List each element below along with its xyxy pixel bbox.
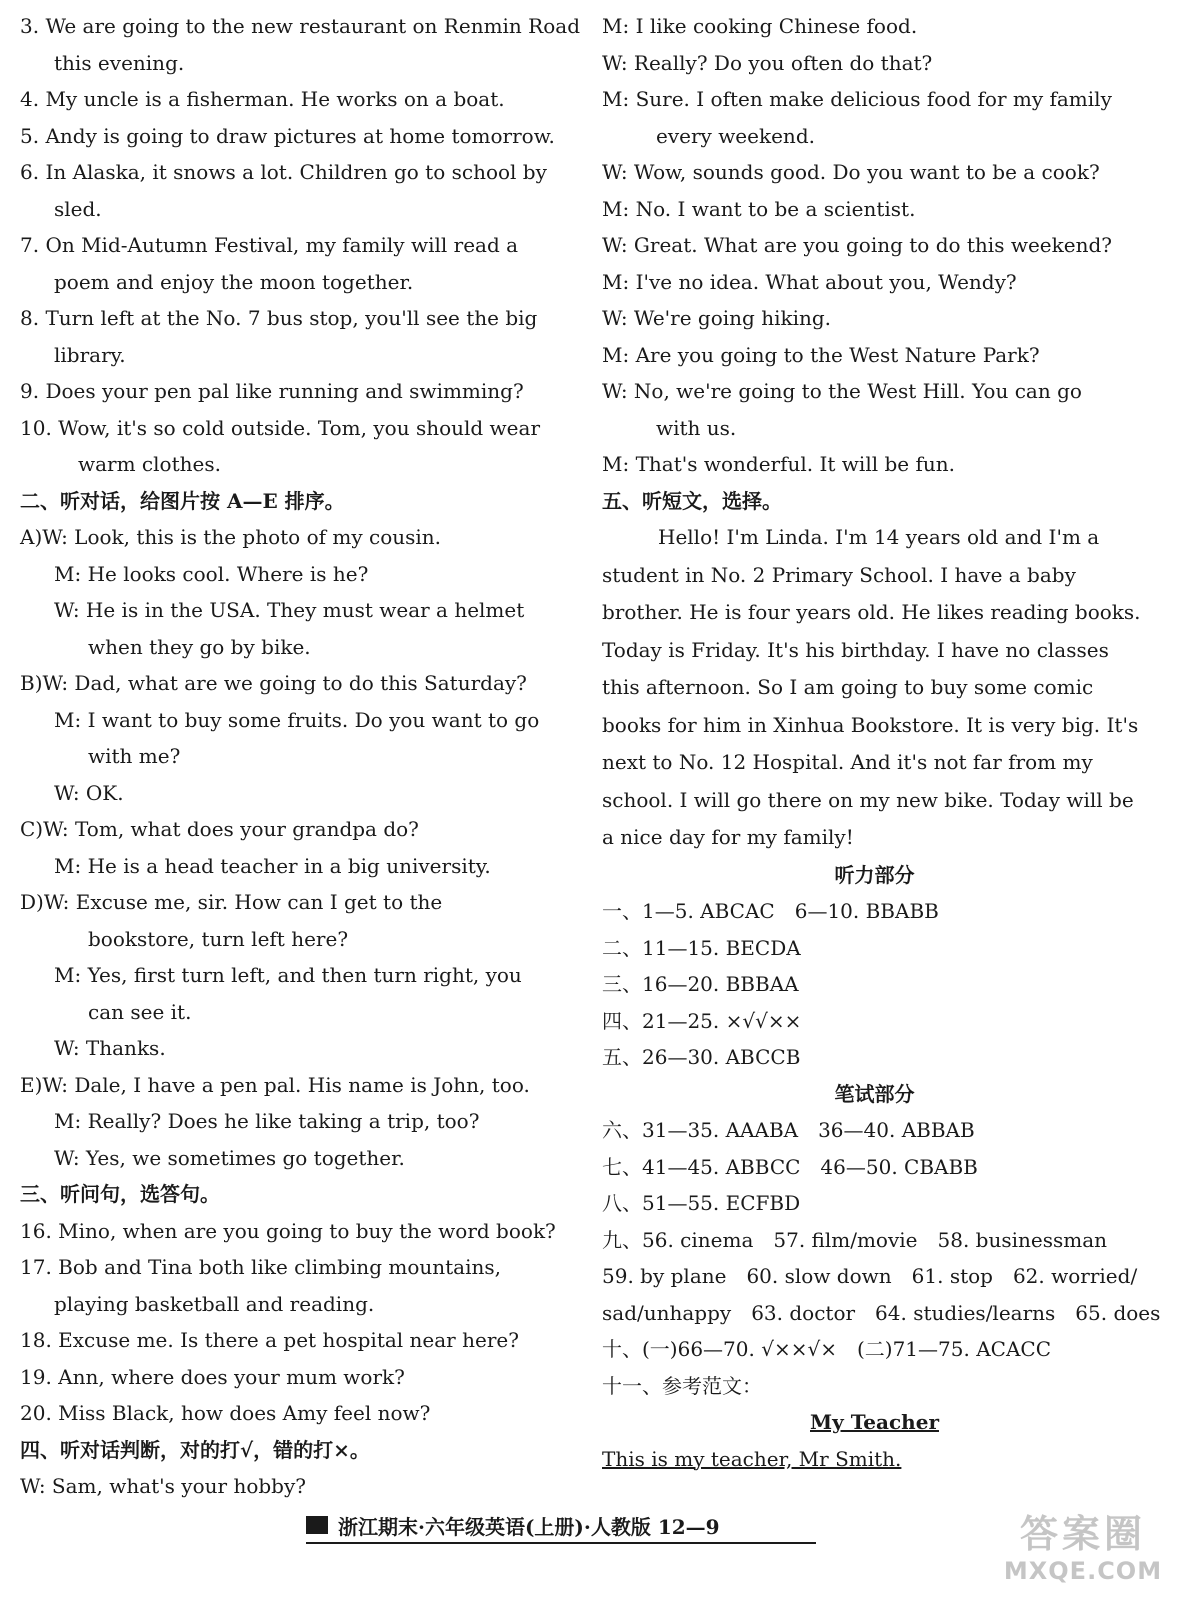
dialog-continued: [602, 8, 1147, 519]
left-text-line: playing basketball and reading.: [54, 1291, 375, 1316]
left-text-line: B)W: Dad, what are we going to do this Saturday?: [20, 671, 527, 695]
answer-text-line: 一、1—5. ABCAC 6—10. BBABB: [602, 899, 939, 923]
left-text-line: 9. Does your pen pal like running and swimming?: [20, 379, 524, 403]
dialog-text-line: 五、听短文，选择。: [602, 488, 782, 513]
dialog-text-line: W: Really? Do you often do that?: [602, 50, 933, 75]
left-text-line: 16. Mino, when are you going to buy the word book?: [20, 1218, 556, 1243]
left-text-line: poem and enjoy the moon together.: [54, 269, 414, 294]
dialog-text-line: M: Are you going to the West Nature Park?: [602, 342, 1040, 367]
left-text-line: when they go by bike.: [88, 634, 311, 659]
left-text-line: 4. My uncle is a fisherman. He works on a boat.: [20, 87, 505, 111]
dialog-text-line: with us.: [656, 415, 737, 440]
left-text-line: library.: [54, 342, 126, 367]
answer-text-line: 五、26—30. ABCCB: [602, 1045, 801, 1069]
left-text-line: W: He is in the USA. They must wear a helmet: [54, 598, 525, 622]
answer-key: [602, 857, 1161, 1405]
left-text-line: A)W: Look, this is the photo of my cousin.: [20, 525, 442, 549]
answer-text-line: 三、16—20. BBBAA: [602, 972, 799, 996]
answer-text-line: 十一、参考范文：: [602, 1373, 762, 1398]
watermark-en: MXQE.COM: [1003, 1557, 1163, 1585]
left-text-line: can see it.: [88, 999, 192, 1024]
answer-text-line: 八、51—55. ECFBD: [602, 1191, 801, 1215]
left-text-line: 二、听对话，给图片按 A—E 排序。: [20, 488, 345, 513]
left-text-line: M: He looks cool. Where is he?: [54, 561, 369, 586]
dialog-text-line: W: Great. What are you going to do this weekend?: [602, 233, 1112, 257]
left-text-line: 10. Wow, it's so cold outside. Tom, you should wear: [20, 415, 540, 440]
answer-text-line: 听力部分: [834, 862, 915, 887]
dialog-text-line: M: That's wonderful. It will be fun.: [602, 452, 955, 476]
left-text-line: 6. In Alaska, it snows a lot. Children go to school by: [20, 160, 547, 184]
right-column: [602, 8, 1161, 1477]
footer-text: 浙江期末·六年级英语(上册)·人教版 12—9: [338, 1514, 720, 1539]
left-text-line: W: OK.: [54, 780, 124, 805]
left-text-line: C)W: Tom, what does your grandpa do?: [20, 817, 419, 841]
left-text-line: 18. Excuse me. Is there a pet hospital near here?: [20, 1328, 519, 1352]
left-text-line: 7. On Mid-Autumn Festival, my family will read a: [20, 233, 519, 257]
passage-text: Hello! I'm Linda. I'm 14 years old and I'm a student in No. 2 Primary School. I have a baby brother. He is four years old. He likes reading books. Today is Friday. It's his birthday. I have no classes this afternoon. So I am going to buy some comic books for him in Xinhua Bookstore. It is very big. It's next to No. 12 Hospital. And it's not far from my school. I will go there on my new bike. Today will be a nice day for my family!: [602, 525, 1141, 849]
answer-text-line: 十、(一)66—70. √××√× (二)71—75. ACACC: [602, 1337, 1051, 1361]
left-text-line: bookstore, turn left here?: [88, 926, 349, 951]
left-text-line: 四、听对话判断，对的打√，错的打×。: [20, 1437, 370, 1462]
left-text-line: 17. Bob and Tina both like climbing mountains,: [20, 1255, 501, 1279]
dialog-text-line: W: We're going hiking.: [602, 306, 832, 330]
left-text-line: 19. Ann, where does your mum work?: [20, 1364, 405, 1389]
essay-first-line: [602, 1441, 1147, 1478]
answer-text-line: 笔试部分: [834, 1081, 915, 1106]
dialog-text-line: M: I've no idea. What about you, Wendy?: [602, 269, 1017, 294]
left-text-line: W: Thanks.: [54, 1036, 166, 1060]
page-footer: [306, 1508, 816, 1544]
left-text-line: M: I want to buy some fruits. Do you want to go: [54, 707, 540, 732]
answer-text-line: 四、21—25. ×√√××: [602, 1008, 802, 1033]
left-text-line: M: Really? Does he like taking a trip, too?: [54, 1109, 480, 1133]
left-text-line: 5. Andy is going to draw pictures at home tomorrow.: [20, 123, 555, 148]
answer-text-line: 九、56. cinema 57. film/movie 58. businessman: [602, 1227, 1108, 1252]
dialog-text-line: W: Wow, sounds good. Do you want to be a cook?: [602, 160, 1100, 184]
left-text-line: 20. Miss Black, how does Amy feel now?: [20, 1401, 431, 1425]
answer-text-line: 59. by plane 60. slow down 61. stop 62. worried/: [602, 1264, 1138, 1288]
essay-title: My Teacher: [810, 1410, 939, 1434]
answer-text-line: sad/unhappy 63. doctor 64. studies/learns 65. does: [602, 1300, 1161, 1325]
answer-text-line: 六、31—35. AAABA 36—40. ABBAB: [602, 1118, 975, 1142]
left-text-line: W: Sam, what's your hobby?: [20, 1474, 306, 1498]
left-column: [20, 8, 580, 1505]
left-text-line: 三、听问句，选答句。: [20, 1182, 220, 1206]
essay-first-line-text: This is my teacher, Mr Smith.: [602, 1446, 902, 1471]
dialog-text-line: M: No. I want to be a scientist.: [602, 196, 916, 221]
dialog-text-line: W: No, we're going to the West Hill. You can go: [602, 379, 1082, 403]
watermark-cn: 答案圈: [1019, 1512, 1146, 1556]
left-text-line: D)W: Excuse me, sir. How can I get to the: [20, 890, 443, 914]
dialog-text-line: M: Sure. I often make delicious food for my family: [602, 87, 1112, 111]
answer-text-line: 二、11—15. BECDA: [602, 935, 801, 960]
book-icon: [306, 1516, 328, 1534]
left-text-line: 3. We are going to the new restaurant on Renmin Road: [20, 14, 580, 38]
left-text-line: sled.: [54, 196, 102, 221]
left-text-line: 8. Turn left at the No. 7 bus stop, you'll see the big: [20, 306, 538, 330]
left-text-line: E)W: Dale, I have a pen pal. His name is John, too.: [20, 1072, 530, 1097]
watermark-logo: [993, 1512, 1173, 1592]
left-text-line: M: Yes, first turn left, and then turn right, you: [54, 963, 522, 987]
left-text-line: M: He is a head teacher in a big university.: [54, 853, 491, 878]
dialog-text-line: M: I like cooking Chinese food.: [602, 14, 918, 38]
left-text-line: warm clothes.: [78, 452, 221, 476]
left-text-line: with me?: [88, 744, 181, 768]
dialog-text-line: every weekend.: [656, 123, 815, 148]
left-text-line: this evening.: [54, 50, 185, 75]
answer-text-line: 七、41—45. ABBCC 46—50. CBABB: [602, 1154, 978, 1179]
left-text-line: W: Yes, we sometimes go together.: [54, 1145, 405, 1170]
